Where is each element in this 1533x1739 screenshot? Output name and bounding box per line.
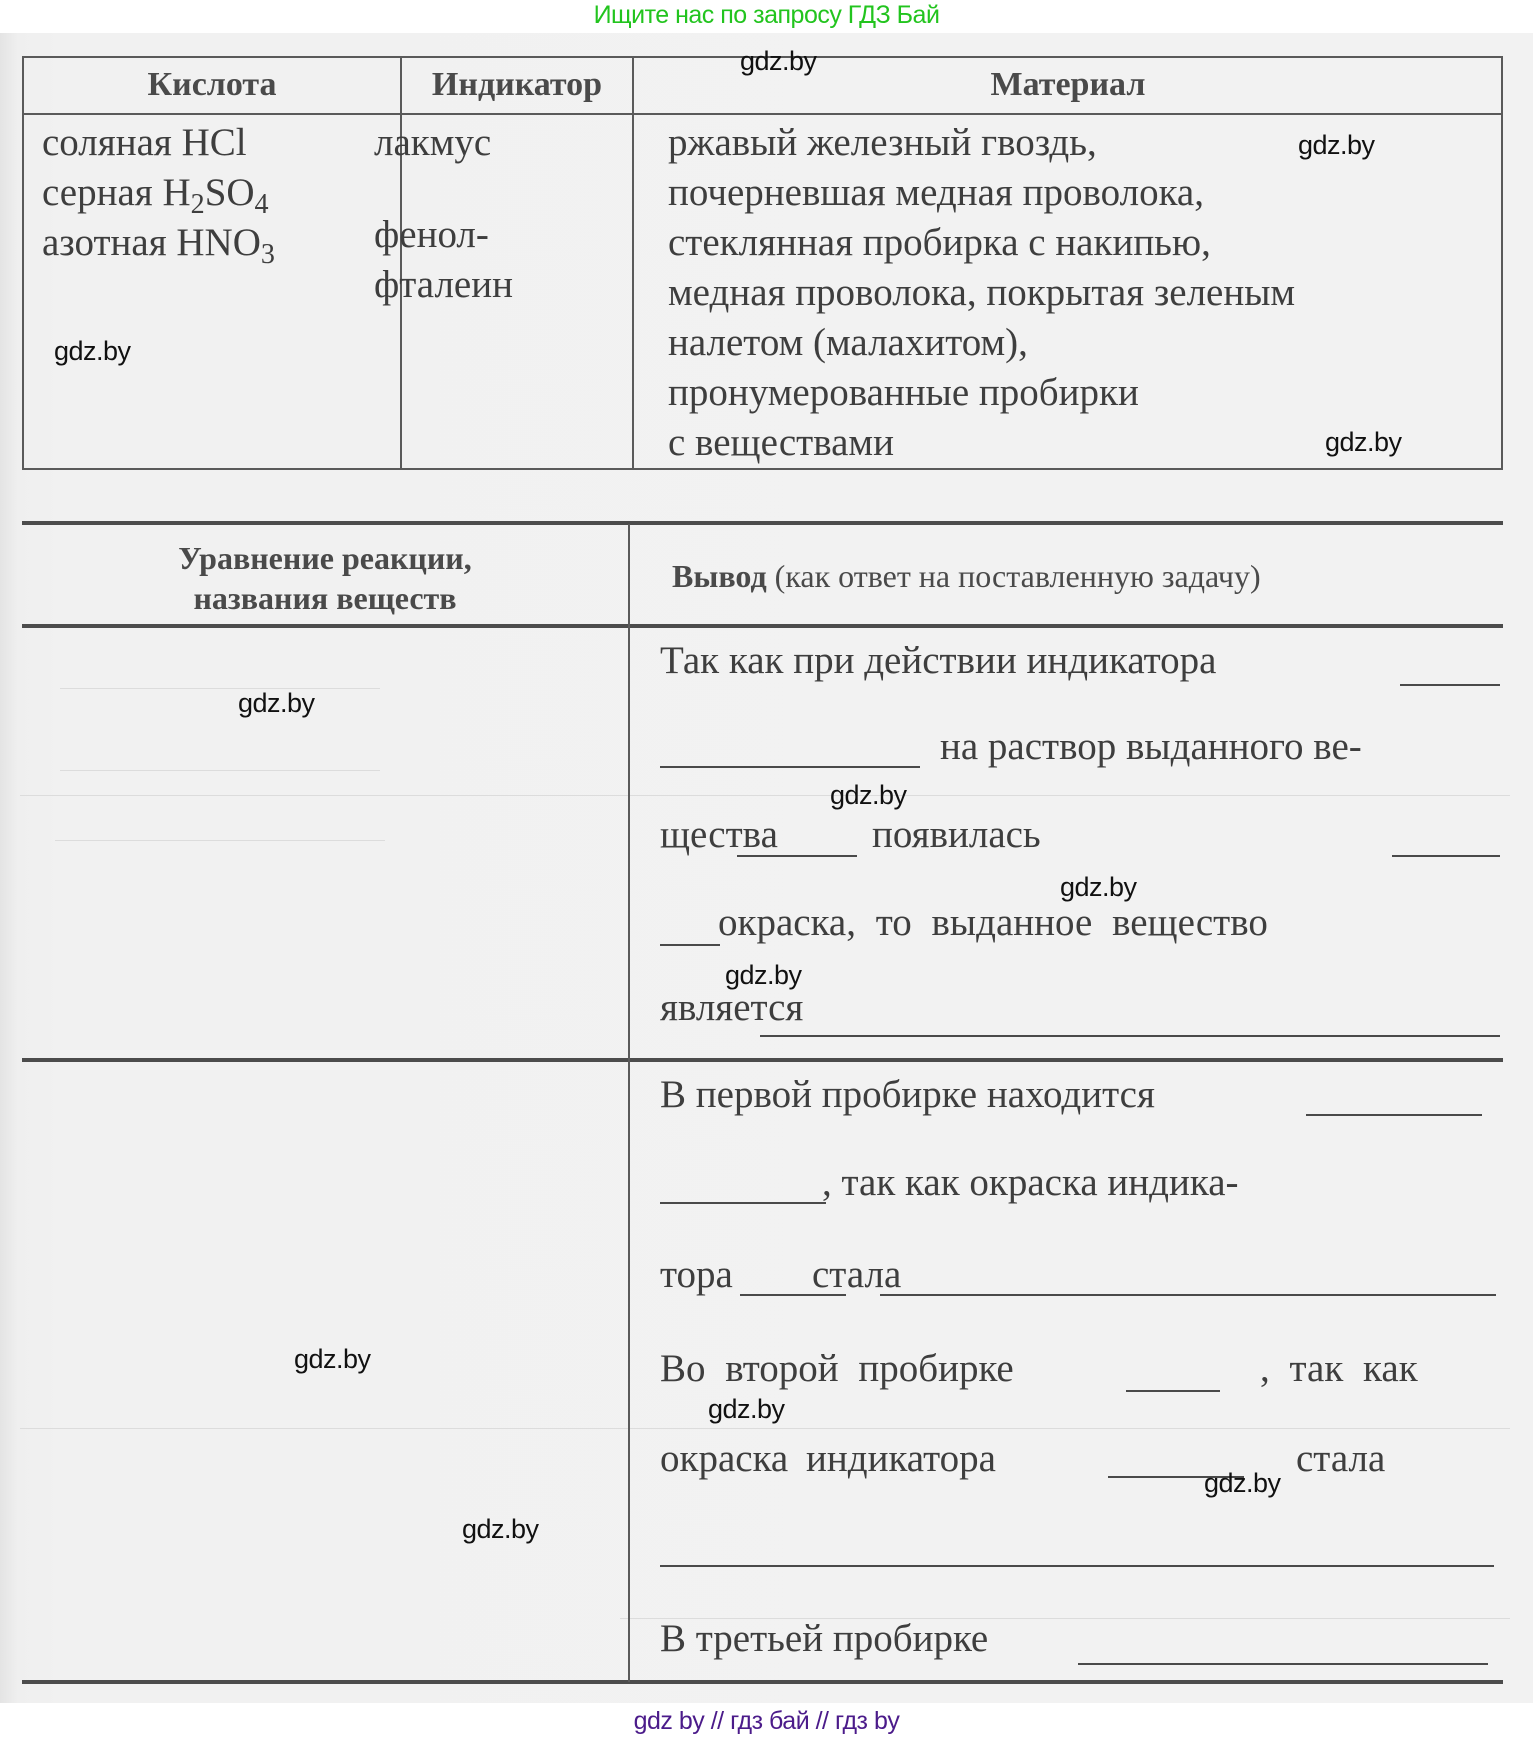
header-acid: Кислота xyxy=(147,66,277,103)
table2-column-divider xyxy=(628,524,630,1682)
watermark: gdz.by xyxy=(294,1344,371,1374)
column-divider xyxy=(632,58,634,468)
watermark: gdz.by xyxy=(1060,872,1137,902)
material-item: налетом (малахитом), xyxy=(668,321,1028,364)
table2-top-rule xyxy=(22,521,1503,525)
watermark: gdz.by xyxy=(1204,1468,1281,1498)
material-item: стеклянная пробирка с накипью, xyxy=(668,221,1211,264)
table2-header-rule xyxy=(22,624,1503,628)
material-item: почерневшая медная проволока, xyxy=(668,171,1204,214)
watermark: gdz.by xyxy=(238,688,315,718)
watermark: gdz.by xyxy=(462,1514,539,1544)
watermark: gdz.by xyxy=(1298,130,1375,160)
bottom-banner: gdz by // гдз бай // гдз by xyxy=(633,1707,900,1735)
header-material: Материал xyxy=(990,66,1146,103)
conclusion-line: , так как xyxy=(1260,1347,1418,1390)
conclusion-line: окраска индикатора xyxy=(660,1437,996,1480)
acid-hcl: соляная HCl xyxy=(42,121,247,164)
answer-blank[interactable] xyxy=(1400,684,1500,686)
answer-blank[interactable] xyxy=(1306,1114,1482,1116)
answer-blank[interactable] xyxy=(660,1565,1494,1567)
watermark: gdz.by xyxy=(708,1394,785,1424)
conclusion-line: , так как окраска индика- xyxy=(822,1161,1239,1204)
faint-line xyxy=(20,1428,1510,1429)
conclusion-line: является xyxy=(660,986,804,1029)
faint-line xyxy=(55,840,385,841)
answer-blank[interactable] xyxy=(1392,855,1500,857)
material-item: ржавый железный гвоздь, xyxy=(668,121,1097,164)
materials-table xyxy=(22,56,1503,470)
watermark: gdz.by xyxy=(54,336,131,366)
material-item: пронумерованные пробирки xyxy=(668,371,1139,414)
top-banner: Ищите нас по запросу ГДЗ Бай xyxy=(593,1,940,29)
conclusion-line: на раствор выданного ве- xyxy=(940,725,1362,768)
indicator-litmus: лакмус xyxy=(374,121,492,164)
conclusion-line: окраска, то выданное вещество xyxy=(718,901,1268,944)
watermark: gdz.by xyxy=(725,960,802,990)
faint-line xyxy=(60,770,380,771)
answer-blank[interactable] xyxy=(660,766,920,768)
watermark: gdz.by xyxy=(830,780,907,810)
answer-blank[interactable] xyxy=(880,1294,1496,1296)
acid-list xyxy=(42,118,275,268)
header-indicator: Индикатор xyxy=(431,66,603,103)
faint-line xyxy=(60,688,380,689)
conclusion-line: стала xyxy=(812,1253,902,1296)
conclusion-line: В первой пробирке находится xyxy=(660,1073,1155,1116)
answer-blank[interactable] xyxy=(760,1035,1500,1037)
conclusion-line: Во второй пробирке xyxy=(660,1347,1014,1390)
conclusion-line: В третьей пробирке xyxy=(660,1617,989,1660)
conclusion-line: Так как при действии индикатора xyxy=(660,639,1217,682)
header-conclusion: Вывод (как ответ на поставленную задачу) xyxy=(672,558,1261,594)
conclusion-line: стала xyxy=(1296,1437,1386,1480)
answer-blank[interactable] xyxy=(660,1202,826,1204)
material-list xyxy=(668,118,1295,468)
indicator-phenolphthalein-1: фенол- xyxy=(374,213,489,256)
faint-line xyxy=(20,795,1510,796)
table2-bottom-rule xyxy=(22,1680,1503,1684)
conclusion-line: щества xyxy=(660,813,778,856)
material-item: медная проволока, покрытая зеленым xyxy=(668,271,1296,314)
conclusion-line: тора xyxy=(660,1253,733,1296)
watermark: gdz.by xyxy=(1325,427,1402,457)
material-item: с веществами xyxy=(668,421,894,464)
answer-blank[interactable] xyxy=(660,944,720,946)
answer-blank[interactable] xyxy=(1078,1663,1488,1665)
acid-hno3: азотная $HNO_3$ xyxy=(42,221,275,270)
acid-h2so4: серная $H_2SO_4$ xyxy=(42,171,269,220)
answer-blank[interactable] xyxy=(1126,1390,1220,1392)
watermark: gdz.by xyxy=(740,46,817,76)
header-equation: Уравнение реакции, названия веществ xyxy=(178,540,472,616)
answer-blank[interactable] xyxy=(737,855,857,857)
conclusion-line: появилась xyxy=(872,813,1041,856)
table2-mid-rule xyxy=(22,1058,1503,1062)
indicator-phenolphthalein-2: фталеин xyxy=(374,263,513,306)
